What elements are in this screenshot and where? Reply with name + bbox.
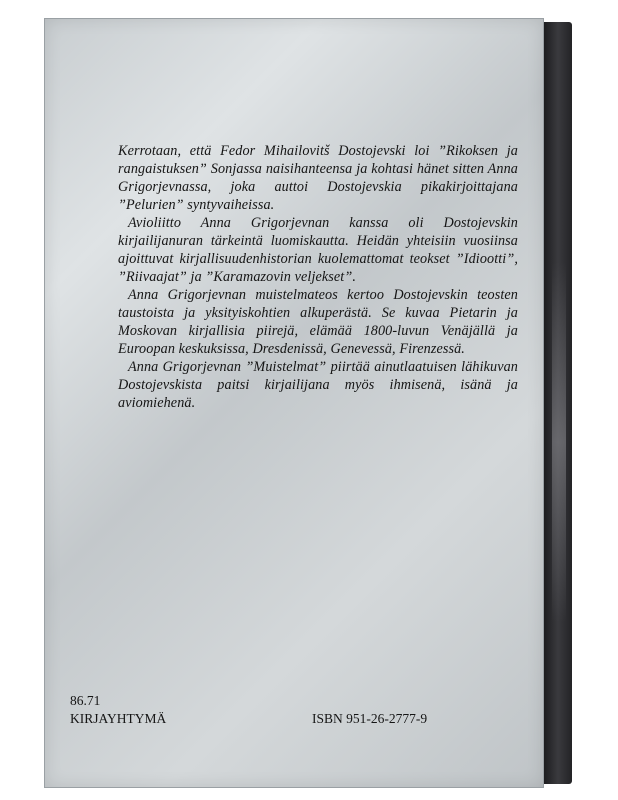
isbn: ISBN 951-26-2777-9 xyxy=(312,711,428,726)
blurb-paragraph: Avioliitto Anna Grigorjevnan kanssa oli Dostojevskin kirjailijanuran tärkeintä luomiskautta. Heidän yhteisiin vuosiinsa ajoittuvat kirjallisuudenhistorian kuolemattomat teokset ”Idiootti”, ”Riivaajat” ja ”Karamazovin veljekset”. xyxy=(118,215,518,285)
blurb-paragraph: Kerrotaan, että Fedor Mihailovitš Dostojevski loi ”Rikoksen ja rangaistuksen” Sonjassa naisihanteensa ja kohtasi hänet sitten Anna Grigorjevnassa, joka auttoi Dostojevskia pikakirjoittajana ”Pelurien” syntyvaiheissa. xyxy=(118,143,518,213)
spine-title-strip xyxy=(552,262,566,622)
publisher-block xyxy=(70,692,166,728)
blurb-paragraph: Anna Grigorjevnan muistelmateos kertoo Dostojevskin teosten taustoista ja yksityiskohtien alkuperästä. Se kuvaa Pietarin ja Moskovan kirjallisia piirejä, elämää 1800-luvun Venäjällä ja Euroopan keskuksissa, Dresdenissä, Genevessä, Firenzessä. xyxy=(118,287,518,357)
publisher-name: KIRJAYHTYMÄ xyxy=(70,711,167,726)
book-spine xyxy=(544,22,572,784)
blurb-paragraph: Anna Grigorjevnan ”Muistelmat” piirtää ainutlaatuisen lähikuvan Dostojevskista paitsi kirjailijana myös ihmisenä, isänä ja aviomiehenä. xyxy=(118,359,518,411)
back-cover xyxy=(44,18,544,788)
blurb-text xyxy=(118,142,518,412)
classification-number: 86.71 xyxy=(70,693,101,708)
book xyxy=(44,18,572,788)
